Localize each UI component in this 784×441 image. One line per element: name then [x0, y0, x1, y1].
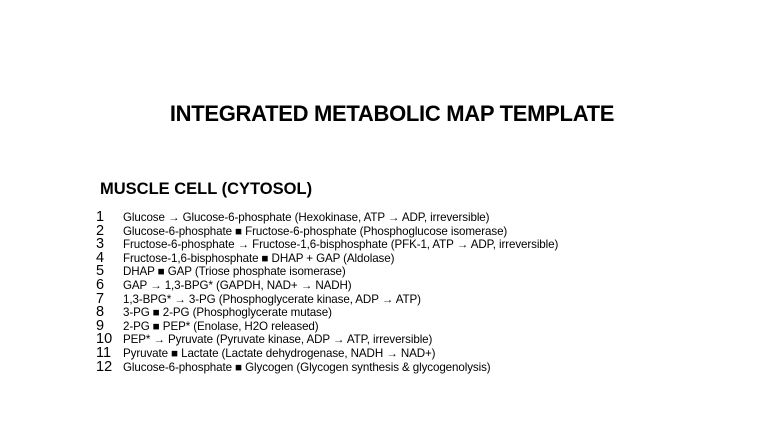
reaction-step: [96, 346, 558, 360]
step-number: 2: [96, 222, 105, 239]
step-number: 6: [96, 276, 105, 293]
step-number: 4: [96, 249, 105, 266]
step-number: 7: [96, 290, 105, 307]
step-number: 8: [96, 304, 105, 321]
step-description: Glucose → Glucose-6-phosphate (Hexokinase, ATP → ADP, irreversible): [123, 211, 490, 224]
section-heading: MUSCLE CELL (CYTOSOL): [100, 180, 313, 198]
step-description: Pyruvate ■ Lactate (Lactate dehydrogenase, NADH → NAD+): [123, 346, 436, 360]
reaction-step: [96, 224, 558, 238]
step-description: Fructose-1,6-bisphosphate ■ DHAP + GAP (Aldolase): [123, 251, 395, 265]
reaction-step-list: [96, 210, 558, 373]
step-number: 9: [96, 317, 105, 334]
step-description: 1,3-BPG* → 3-PG (Phosphoglycerate kinase, ADP → ATP): [123, 292, 421, 306]
step-number: 12: [96, 358, 113, 375]
reaction-step: [96, 278, 558, 292]
document-title: INTEGRATED METABOLIC MAP TEMPLATE: [169, 101, 615, 126]
reaction-step: [96, 319, 558, 333]
step-description: Fructose-6-phosphate → Fructose-1,6-bisphosphate (PFK-1, ATP → ADP, irreversible): [123, 238, 559, 252]
reaction-step: [96, 332, 558, 346]
step-description: PEP* → Pyruvate (Pyruvate kinase, ADP → ATP, irreversible): [123, 333, 433, 347]
step-description: Glucose-6-phosphate ■ Glycogen (Glycogen synthesis & glycogenolysis): [123, 360, 491, 374]
step-description: Glucose-6-phosphate ■ Fructose-6-phosphate (Phosphoglucose isomerase): [123, 224, 508, 238]
reaction-step: [96, 305, 558, 319]
step-description: 3-PG ■ 2-PG (Phosphoglycerate mutase): [123, 306, 332, 320]
step-description: 2-PG ■ PEP* (Enolase, H2O released): [123, 319, 319, 333]
step-description: GAP → 1,3-BPG* (GAPDH, NAD+ → NADH): [123, 278, 352, 292]
step-description: DHAP ■ GAP (Triose phosphate isomerase): [123, 265, 346, 279]
step-number: 5: [96, 263, 105, 280]
step-number: 1: [96, 209, 105, 225]
step-number: 10: [96, 331, 113, 348]
reaction-step: [96, 251, 558, 265]
step-number: 3: [96, 236, 105, 253]
reaction-step: [96, 264, 558, 278]
reaction-step: [96, 360, 558, 374]
reaction-step: [96, 210, 558, 224]
reaction-step: [96, 292, 558, 306]
reaction-step: [96, 237, 558, 251]
step-number: 11: [96, 344, 112, 361]
